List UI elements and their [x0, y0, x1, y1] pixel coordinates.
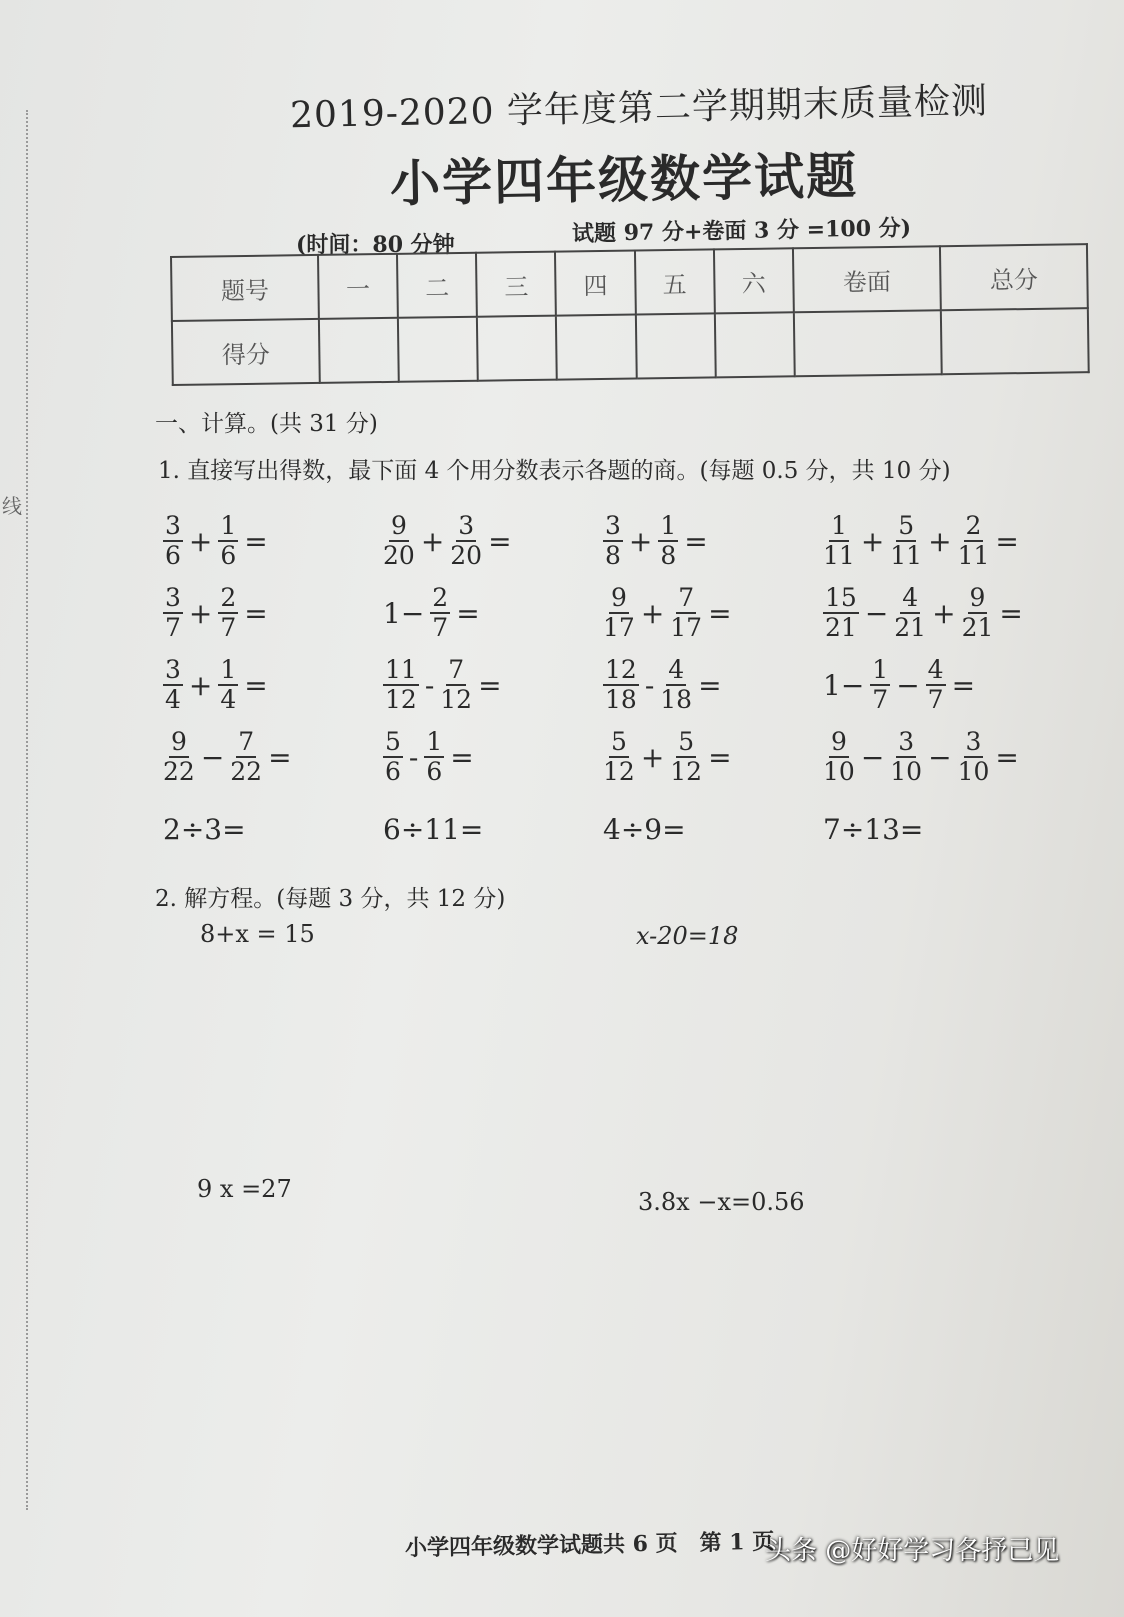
calculation-item [380, 728, 600, 786]
score-table-header-cell: 五 [635, 249, 715, 314]
exam-time: (时间：80 分钟 [296, 232, 455, 258]
equation-3: 9 x =27 [197, 1175, 292, 1203]
numerator: 12 [605, 655, 637, 684]
operator: = [244, 668, 268, 702]
calculation-row [160, 793, 1040, 865]
numerator: 1 [660, 511, 677, 540]
score-table-header-cell: 一 [318, 254, 398, 319]
binding-margin-line [26, 110, 28, 1510]
operator: = [456, 596, 480, 630]
operator: - [644, 668, 655, 702]
operator: 1− [383, 596, 425, 630]
fraction [163, 656, 183, 714]
numerator: 7 [448, 655, 465, 684]
numerator: 3 [898, 727, 915, 756]
calculation-item [160, 728, 380, 786]
calculation-item [600, 512, 820, 570]
denominator: 4 [220, 685, 237, 714]
fraction [383, 512, 415, 570]
operator: = [708, 740, 732, 774]
operator: = [684, 524, 708, 558]
exam-score-note: 试题 97 分+卷面 3 分 =100 分) [571, 215, 912, 247]
numerator: 1 [220, 655, 237, 684]
denominator: 7 [220, 613, 237, 642]
calculation-row [160, 721, 1040, 793]
numerator: 9 [390, 511, 407, 540]
fraction [383, 728, 403, 786]
denominator: 12 [385, 685, 417, 714]
score-table-score-cell [319, 318, 399, 383]
operator: = [450, 740, 474, 774]
numerator: 3 [165, 583, 181, 612]
operator: − [860, 740, 885, 774]
watermark: 头条 @好好学习各抒己见 [765, 1536, 1060, 1566]
margin-label: 线 [2, 494, 22, 518]
operator: = [488, 524, 512, 558]
denominator: 20 [383, 541, 415, 570]
operator: = [995, 524, 1019, 558]
numerator: 5 [678, 727, 695, 756]
denominator: 21 [961, 613, 994, 642]
calculation-item [600, 584, 820, 642]
denominator: 11 [823, 541, 855, 570]
section-1-title: 一、计算。(共 31 分) [155, 411, 378, 437]
score-table-header-cell: 总分 [940, 244, 1088, 310]
calculation-item [600, 728, 820, 786]
denominator: 4 [165, 685, 181, 714]
score-table-score-row [172, 308, 1089, 385]
fraction [430, 584, 450, 642]
fraction [383, 656, 419, 714]
question-1-title: 1. 直接写出得数，最下面 4 个用分数表示各题的商。(每题 0.5 分，共 10 分) [158, 458, 951, 484]
numerator: 5 [898, 511, 915, 540]
numerator: 3 [458, 511, 475, 540]
fraction [603, 656, 639, 714]
fraction [603, 512, 623, 570]
denominator: 22 [163, 757, 195, 786]
fraction [440, 656, 472, 714]
equation-2: x-20=18 [636, 922, 739, 950]
numerator: 2 [432, 583, 449, 612]
numerator: 9 [170, 727, 187, 756]
score-table-score-cell [794, 310, 942, 376]
score-table-header-cell: 六 [714, 248, 794, 313]
numerator: 5 [385, 727, 401, 756]
denominator: 17 [670, 613, 703, 642]
operator: + [188, 524, 213, 558]
score-table-header-cell: 卷面 [793, 246, 941, 312]
score-table-score-cell [715, 312, 795, 377]
denominator: 18 [660, 685, 693, 714]
denominator: 12 [603, 757, 635, 786]
operator: = [478, 668, 502, 702]
operator: + [640, 740, 665, 774]
score-table-score-cell [398, 317, 478, 382]
numerator: 1 [872, 655, 889, 684]
score-table-row-label: 得分 [172, 319, 320, 385]
operator: + [188, 596, 213, 630]
fraction [926, 656, 946, 714]
score-table-score-cell [941, 308, 1089, 374]
fraction [958, 728, 990, 786]
operator: + [860, 524, 885, 558]
calculation-item [160, 656, 380, 714]
numerator: 3 [165, 655, 181, 684]
operator: − [896, 668, 920, 702]
operator: 6÷11= [383, 812, 484, 846]
denominator: 20 [450, 541, 483, 570]
operator: 7÷13= [823, 812, 924, 846]
operator: = [999, 596, 1023, 630]
calculation-item [380, 512, 600, 570]
numerator: 7 [238, 727, 255, 756]
numerator: 9 [830, 727, 847, 756]
operator: = [268, 740, 292, 774]
denominator: 22 [230, 757, 263, 786]
exam-title: 小学四年级数学试题 [389, 145, 859, 214]
equation-4: 3.8x −x=0.56 [638, 1188, 805, 1216]
operator: + [640, 596, 665, 630]
denominator: 6 [165, 541, 181, 570]
equation-1: 8+x = 15 [200, 920, 315, 948]
calculation-item [380, 813, 600, 846]
calculation-item [600, 813, 820, 846]
calculation-item [600, 656, 820, 714]
fraction [962, 584, 994, 642]
operator: - [408, 740, 419, 774]
denominator: 8 [660, 541, 677, 570]
operator: + [932, 596, 956, 630]
fraction [603, 584, 635, 642]
score-table-header-cell: 三 [476, 252, 556, 317]
operator: + [188, 668, 213, 702]
operator: = [951, 668, 976, 702]
operator: = [698, 668, 722, 702]
numerator: 7 [678, 583, 695, 612]
calculation-item [160, 512, 380, 570]
numerator: 9 [969, 583, 986, 612]
denominator: 7 [165, 613, 181, 642]
denominator: 18 [605, 685, 637, 714]
operator: − [864, 596, 889, 630]
denominator: 11 [957, 541, 990, 570]
operator: = [244, 524, 268, 558]
fraction [823, 512, 855, 570]
operator: = [708, 596, 732, 630]
exam-term-heading: 2019-2020 学年度第二学期期末质量检测 [289, 80, 989, 137]
fraction [894, 584, 926, 642]
denominator: 6 [385, 757, 401, 786]
fraction [870, 656, 890, 714]
denominator: 7 [432, 613, 449, 642]
numerator: 5 [610, 727, 627, 756]
fraction [163, 584, 183, 642]
denominator: 7 [872, 685, 889, 714]
operator: 4÷9= [603, 812, 686, 846]
numerator: 4 [902, 583, 919, 612]
operator: 2÷3= [163, 812, 246, 846]
calculation-item [820, 656, 1040, 714]
numerator: 1 [426, 727, 443, 756]
denominator: 10 [957, 757, 990, 786]
operator: + [928, 524, 952, 558]
page-footer: 小学四年级数学试题共 6 页 第 1 页 [404, 1528, 775, 1562]
denominator: 8 [605, 541, 621, 570]
calculation-item [820, 512, 1040, 570]
denominator: 12 [670, 757, 703, 786]
score-table [170, 243, 1090, 386]
denominator: 6 [426, 757, 443, 786]
score-table-score-cell [635, 313, 715, 378]
fraction [163, 728, 195, 786]
fraction [218, 512, 238, 570]
operator: + [420, 524, 445, 558]
fraction [823, 728, 855, 786]
fraction [163, 512, 183, 570]
numerator: 4 [668, 655, 685, 684]
denominator: 6 [220, 541, 237, 570]
calculation-row [160, 649, 1040, 721]
fraction [424, 728, 444, 786]
fraction [670, 728, 702, 786]
operator: - [424, 668, 435, 702]
numerator: 9 [610, 583, 627, 612]
fraction [890, 512, 922, 570]
operator: − [928, 740, 952, 774]
fraction [603, 728, 635, 786]
operator: 1− [823, 668, 865, 702]
numerator: 4 [927, 655, 944, 684]
calculation-grid [160, 505, 1040, 865]
numerator: 3 [965, 727, 982, 756]
calculation-item [380, 656, 600, 714]
operator: − [200, 740, 225, 774]
score-table-score-cell [556, 315, 636, 380]
fraction [890, 728, 922, 786]
numerator: 1 [220, 511, 237, 540]
calculation-item [160, 584, 380, 642]
numerator: 11 [385, 655, 417, 684]
score-table-header-cell: 二 [397, 253, 477, 318]
fraction [218, 584, 238, 642]
calculation-row [160, 505, 1040, 577]
numerator: 3 [165, 511, 181, 540]
calculation-item [820, 728, 1040, 786]
operator: = [995, 740, 1019, 774]
score-table-score-cell [477, 316, 557, 381]
denominator: 11 [890, 541, 923, 570]
fraction [660, 656, 692, 714]
question-2-title: 2. 解方程。(每题 3 分，共 12 分) [155, 886, 506, 912]
numerator: 2 [965, 511, 982, 540]
operator: = [244, 596, 268, 630]
calculation-item [380, 584, 600, 642]
fraction [958, 512, 990, 570]
fraction [823, 584, 859, 642]
fraction [218, 656, 238, 714]
denominator: 10 [823, 757, 855, 786]
calculation-item [820, 584, 1040, 642]
calculation-item [820, 813, 1040, 846]
denominator: 10 [890, 757, 923, 786]
calculation-row [160, 577, 1040, 649]
numerator: 1 [830, 511, 847, 540]
score-table-header-cell: 题号 [171, 255, 319, 321]
score-table-header-cell: 四 [555, 251, 635, 316]
numerator: 15 [825, 583, 857, 612]
denominator: 17 [603, 613, 635, 642]
fraction [670, 584, 702, 642]
denominator: 7 [927, 685, 944, 714]
denominator: 21 [894, 613, 927, 642]
numerator: 3 [605, 511, 621, 540]
fraction [658, 512, 678, 570]
operator: + [628, 524, 653, 558]
fraction [450, 512, 482, 570]
fraction [230, 728, 262, 786]
denominator: 21 [825, 613, 857, 642]
calculation-item [160, 813, 380, 846]
denominator: 12 [440, 685, 473, 714]
numerator: 2 [220, 583, 237, 612]
